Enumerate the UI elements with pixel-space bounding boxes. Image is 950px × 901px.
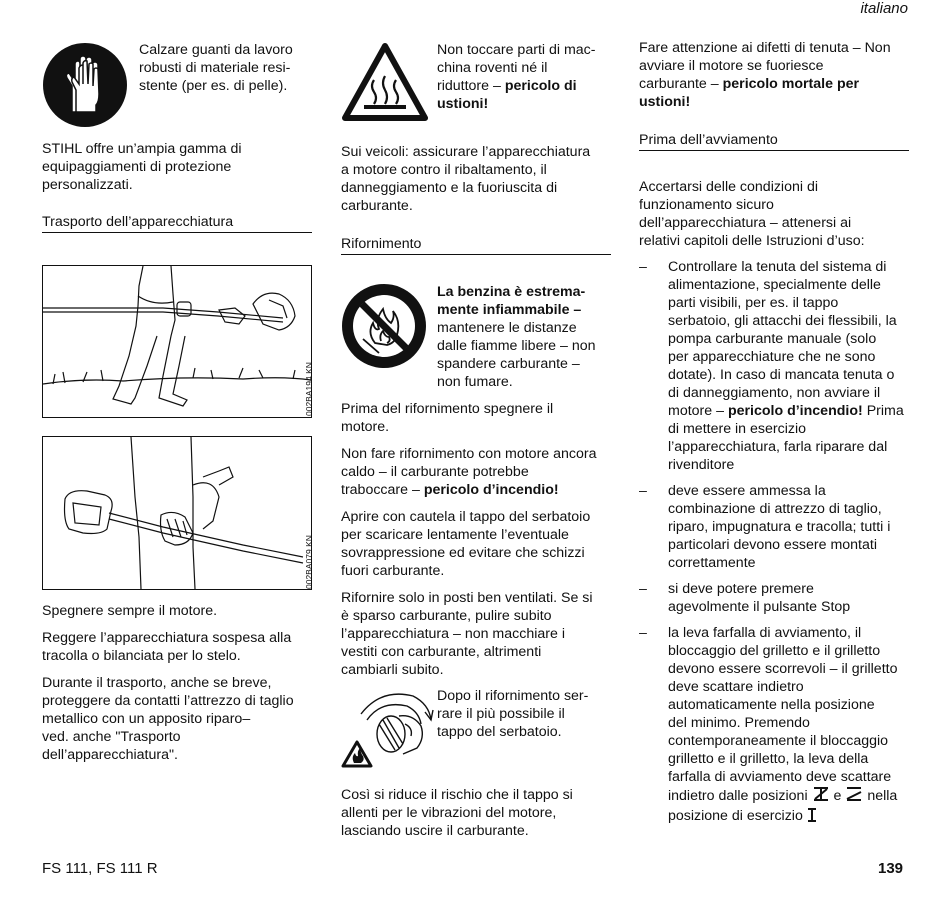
list-item: – deve essere ammessa la combinazione di attrezzo di taglio, riparo, impugnatura e tracolla; tutti i particolari devono essere montati correttamente <box>639 483 891 571</box>
gloves-text: Calzare guanti da lavoro robusti di materiale resi- stente (per es. di pelle). <box>139 42 293 94</box>
list-item: – la leva farfalla di avviamento, il bloccaggio del grilletto e il grilletto devono essere scorrevoli – il grilletto deve scattare indietro automaticamente nella posizione del minimo. Premendo contemporaneamente il bloccaggio grilletto e il grilletto, la leva della farfalla di avviamento deve scattare indietro dalle posizioni e nella posizione di esercizio <box>639 624 919 827</box>
list-item: – si deve potere premere agevolmente il pulsante Stop <box>639 581 851 615</box>
no-fire-icon <box>341 283 427 374</box>
holding-trimmer-illustration <box>43 437 311 589</box>
figure-holding-trimmer <box>42 436 312 590</box>
refuel-heading: Rifornimento <box>341 235 611 255</box>
run-position-symbol-icon <box>807 808 817 827</box>
page-number: 139 <box>878 860 904 877</box>
choke-warm-symbol-icon <box>845 786 863 807</box>
figure2-code: 002BA079 KN <box>304 535 314 589</box>
choke-closed-symbol-icon <box>812 786 830 807</box>
col2-refuel-body: Prima del rifornimento spegnere il motore. Non fare rifornimento con motore ancora caldo – il carburante potrebbe traboccare – pericolo d’incendio! Aprire con cautela il tappo del serbatoio per scaricare lentamente l’eventuale sovrappressione ed evitare che schizzi fuori carburante. Rifornire solo in posti ben ventilati. Se si è sparso carburante, pulire subito l’apparecchiatura – non macchiare i vestiti con carburante, altrimenti cambiarli subito. <box>341 401 597 678</box>
before-start-intro: Accertarsi delle condizioni di funzionamento sicuro dell’apparecchiatura – attenersi ai relativi capitoli delle Istruzioni d’uso: <box>639 179 865 249</box>
vehicles-text: Sui veicoli: assicurare l’apparecchiatura a motore contro il ribaltamento, il danneggiamento e la fuoriuscita di carburante. <box>341 144 591 214</box>
list-item: – Controllare la tenuta del sistema di alimentazione, specialmente delle parti visibili, per es. il tappo serbatoio, gli attacchi dei flessibili, la pompa carburante manuale (solo per apparecchiature che ne sono dotate). In caso di mancata tenuta o di danneggiamento, non avviare il motore – pericolo d’incendio! Prima di mettere in esercizio l’apparecchiatura, farla riparare dal rivenditore <box>639 259 904 473</box>
stihl-protective-gear-text: STIHL offre un’ampia gamma di equipaggiamenti di protezione personalizzati. <box>42 141 242 193</box>
tighten-cap-icon <box>341 684 435 773</box>
transport-heading: Trasporto dell’apparecchiatura <box>42 213 312 233</box>
figure1-code: 002BA194 KN <box>304 362 314 416</box>
flammable-warning-text: La benzina è estrema- mente infiammabile – mantenere le distanze dalle fiamme libere – non spandere carburante – non fumare. <box>437 284 596 390</box>
before-start-heading: Prima dell’avviamento <box>639 131 909 151</box>
leak-warning-text: Fare attenzione ai difetti di tenuta – Non avviare il motore se fuoriesce carburante – pericolo mortale per ustioni! <box>639 40 891 110</box>
figure-carrying-trimmer <box>42 265 312 418</box>
vibration-text: Così si riduce il rischio che il tappo si allenti per le vibrazioni del motore, lasciando uscire il carburante. <box>341 787 573 839</box>
page-language: italiano <box>860 0 908 17</box>
tighten-cap-text: Dopo il rifornimento ser- rare il più possibile il tappo del serbatoio. <box>437 688 589 740</box>
footer-model: FS 111, FS 111 R <box>42 860 158 877</box>
carrying-trimmer-illustration <box>43 266 311 417</box>
col1-body-text: Spegnere sempre il motore. Reggere l’apparecchiatura sospesa alla tracolla o bilanciata per lo stelo. Durante il trasporto, anche se breve, proteggere da contatti l’attrezzo di taglio metallico con un apposito riparo– ved. anche "Trasporto dell’apparecchiatura". <box>42 603 294 763</box>
checklist <box>639 258 919 827</box>
hot-surface-text: Non toccare parti di mac- china roventi né il riduttore – pericolo di ustioni! <box>437 42 596 112</box>
gloves-icon <box>42 42 128 133</box>
hot-surface-warning-icon <box>342 42 428 127</box>
